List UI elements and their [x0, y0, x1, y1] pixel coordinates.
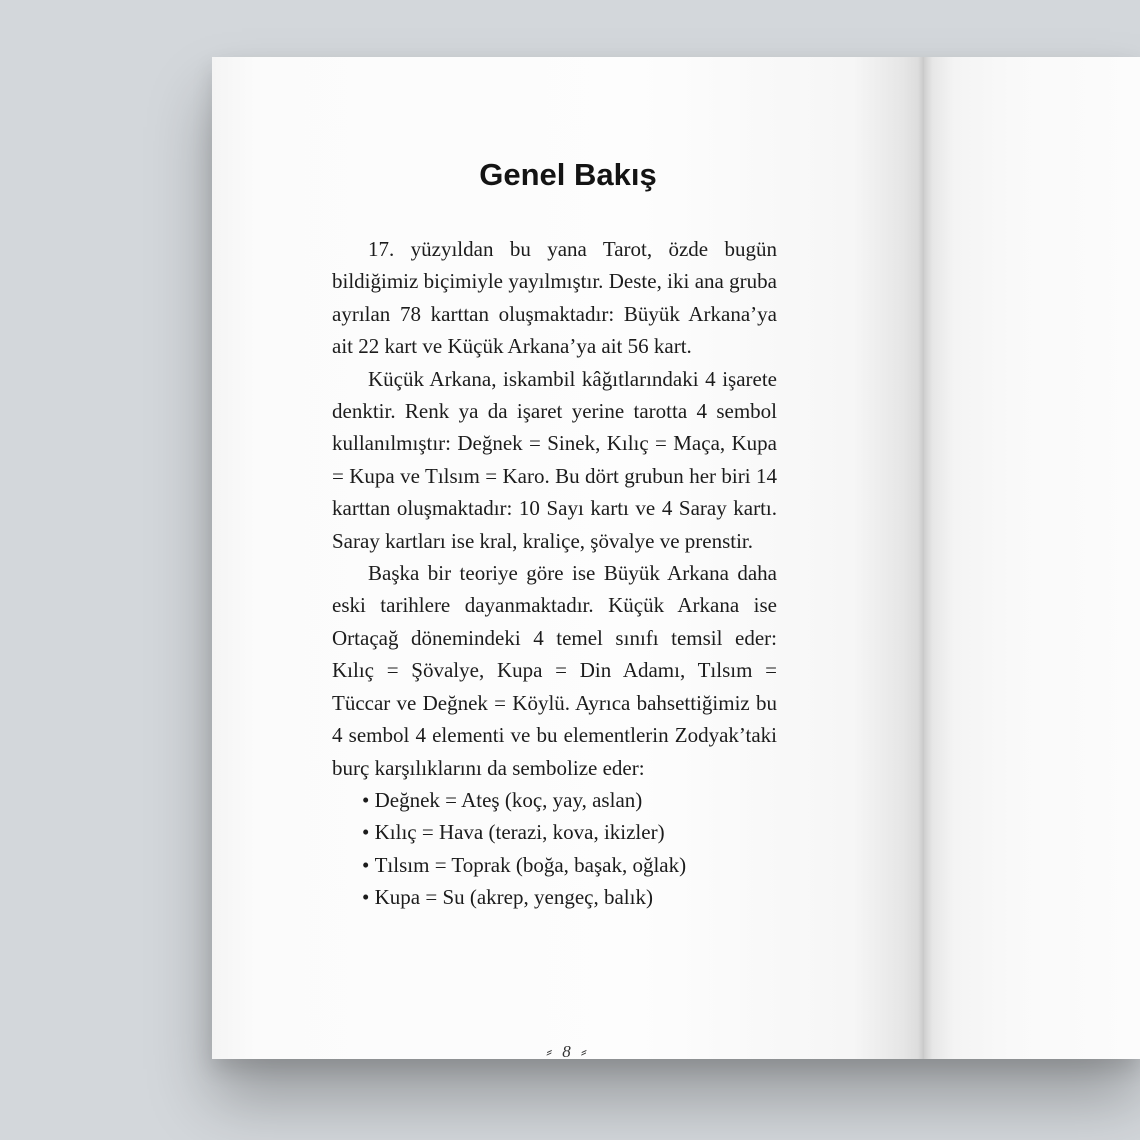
element-list — [332, 784, 777, 914]
open-book — [212, 57, 1140, 1059]
paragraph: 17. yüzyıldan bu yana Tarot, özde bugün bildiğimiz biçimiyle yayılmıştır. Deste, iki ana gruba ayrılan 78 karttan oluşmaktadır: Büyük Arkana’ya ait 22 kart ve Küçük Arkana’ya ait 56 kart. — [332, 237, 777, 359]
page-title: Genel Bakış — [479, 157, 657, 192]
page-number: ⸗ 8 ⸗ — [546, 1042, 590, 1061]
list-item: • Kılıç = Hava (terazi, kova, ikizler) — [362, 816, 777, 848]
list-item: • Tılsım = Toprak (boğa, başak, oğlak) — [362, 849, 777, 881]
body-text — [332, 233, 777, 914]
paragraph: Küçük Arkana, iskambil kâğıtlarındaki 4 işarete denktir. Renk ya da işaret yerine tarotta 4 sembol kullanılmıştır: Değnek = Sinek, Kılıç = Maça, Kupa = Kupa ve Tılsım = Karo. Bu dört grubun her biri 14 karttan oluşmaktadır: 10 Sayı kartı ve 4 Saray kartı. Saray kartları ise kral, kraliçe, şövalye ve prenstir. — [332, 366, 777, 553]
left-page — [212, 57, 924, 1059]
paragraph: Başka bir teoriye göre ise Büyük Arkana daha eski tarihlere dayanmaktadır. Küçük Arkana ise Ortaçağ dönemindeki 4 temel sınıfı temsil eder: Kılıç = Şövalye, Kupa = Din Adamı, Tılsım = Tüccar ve Değnek = Köylü. Ayrıca bahsettiğimiz bu 4 sembol 4 elementi ve bu elementlerin Zodyak’taki burç karşılıklarını da sembolize eder: — [332, 561, 777, 780]
list-item: • Kupa = Su (akrep, yengeç, balık) — [362, 881, 777, 913]
list-item: • Değnek = Ateş (koç, yay, aslan) — [362, 784, 777, 816]
right-page — [924, 57, 1140, 1059]
